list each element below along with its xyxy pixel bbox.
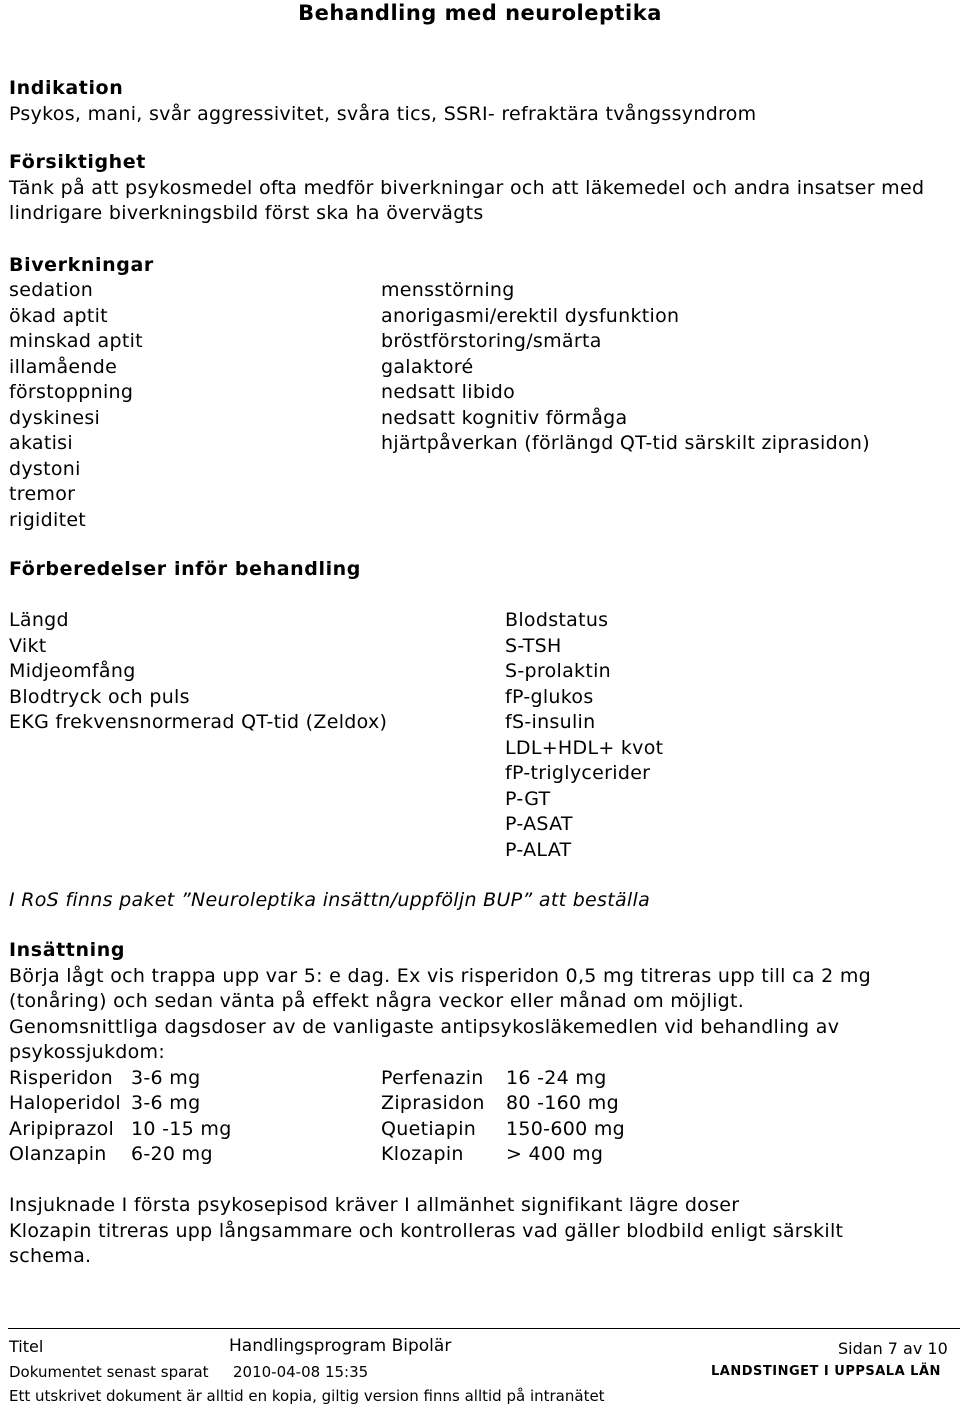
biverkningar-heading: Biverkningar	[9, 254, 154, 276]
footer-saved-date: 2010-04-08 15:35	[233, 1363, 369, 1381]
footer-page-number: Sidan 7 av 10	[838, 1339, 948, 1358]
forberedelser-heading: Förberedelser inför behandling	[9, 558, 362, 580]
insattning-heading: Insättning	[9, 939, 126, 961]
dose-row	[9, 1117, 954, 1143]
dose-value: 16 -24 mg	[506, 1066, 607, 1089]
list-item: fP-triglycerider	[505, 762, 651, 784]
list-item: nedsatt kognitiv förmåga	[381, 406, 628, 429]
list-item: dystoni	[9, 457, 81, 480]
list-item: EKG frekvensnormerad QT-tid (Zeldox)	[9, 711, 388, 733]
footer-divider	[8, 1328, 960, 1329]
section-forsiktighet	[9, 150, 954, 227]
biverkningar-left-list	[9, 278, 143, 533]
insattning-para2: Genomsnittliga dagsdoser av de vanligaste antipsykosläkemedlen vid behandling av psykossjukdom:	[9, 1015, 840, 1063]
dose-name: Perfenazin	[381, 1066, 484, 1089]
dose-name: Ziprasidon	[381, 1092, 485, 1114]
dose-value: 150-600 mg	[506, 1117, 625, 1140]
dose-value: > 400 mg	[506, 1143, 604, 1165]
list-item: P-GT	[505, 787, 551, 810]
forsiktighet-text: Tänk på att psykosmedel ofta medför biverkningar och att läkemedel och andra insatser med lindrigare biverkningsbild först ska ha övervägts	[9, 176, 925, 224]
list-item: Vikt	[9, 634, 47, 657]
list-item: fP-glukos	[505, 685, 594, 708]
list-item: S-prolaktin	[505, 660, 611, 682]
footer-saved-label: Dokumentet senast sparat	[9, 1363, 209, 1381]
list-item: tremor	[9, 483, 76, 505]
section-insattning	[9, 938, 954, 1270]
biverkningar-right-list	[381, 278, 870, 457]
dose-row	[9, 1066, 954, 1092]
insattning-para3: Insjuknade I första psykosepisod kräver I allmänhet signifikant lägre doser	[9, 1194, 740, 1216]
footer-doc-title: Handlingsprogram Bipolär	[229, 1336, 452, 1356]
list-item: akatisi	[9, 432, 73, 454]
list-item: Blodtryck och puls	[9, 685, 190, 708]
list-item: anorigasmi/erektil dysfunktion	[381, 304, 680, 327]
dose-table	[9, 1066, 954, 1168]
dose-name: Aripiprazol	[9, 1117, 115, 1140]
dose-name: Risperidon	[9, 1066, 113, 1089]
dose-value: 3-6 mg	[131, 1066, 201, 1089]
dose-value: 80 -160 mg	[506, 1092, 619, 1114]
list-item: bröstförstoring/smärta	[381, 330, 602, 352]
list-item: S-TSH	[505, 634, 562, 657]
dose-name: Quetiapin	[381, 1117, 477, 1140]
dose-name: Haloperidol	[9, 1092, 121, 1114]
biverkningar-heading-block	[9, 253, 154, 279]
forberedelser-heading-block	[9, 557, 361, 583]
footer-organization: LANDSTINGET I UPPSALA LÄN	[711, 1364, 941, 1379]
footer-titel-label: Titel	[9, 1337, 44, 1356]
list-item: förstoppning	[9, 381, 134, 403]
dose-row	[9, 1091, 954, 1117]
list-item: minskad aptit	[9, 330, 143, 352]
indikation-text: Psykos, mani, svår aggressivitet, svåra tics, SSRI- refraktära tvångssyndrom	[9, 102, 757, 125]
list-item: illamående	[9, 355, 118, 378]
indikation-heading: Indikation	[9, 77, 124, 99]
list-item: dyskinesi	[9, 406, 101, 429]
list-item: Midjeomfång	[9, 660, 136, 682]
forsiktighet-heading: Försiktighet	[9, 151, 146, 173]
forberedelser-right-list	[505, 608, 663, 863]
list-item: P-ASAT	[505, 813, 573, 835]
insattning-para1: Börja lågt och trappa upp var 5: e dag. Ex vis risperidon 0,5 mg titreras upp till ca 2 mg (tonåring) och sedan vänta på effekt några veckor eller månad om möjligt.	[9, 964, 872, 1012]
list-item: ökad aptit	[9, 304, 108, 327]
dose-value: 6-20 mg	[131, 1143, 213, 1165]
dose-value: 3-6 mg	[131, 1092, 201, 1114]
list-item: LDL+HDL+ kvot	[505, 736, 664, 759]
dose-value: 10 -15 mg	[131, 1117, 232, 1140]
dose-name: Olanzapin	[9, 1143, 107, 1165]
list-item: fS-insulin	[505, 711, 596, 733]
section-indikation	[9, 76, 949, 127]
forberedelser-left-list	[9, 608, 387, 736]
list-item: rigiditet	[9, 508, 87, 531]
footer-disclaimer: Ett utskrivet dokument är alltid en kopia, giltig version finns alltid på intranätet	[9, 1387, 605, 1405]
dose-row	[9, 1142, 954, 1168]
list-item: galaktoré	[381, 355, 474, 378]
list-item: sedation	[9, 279, 94, 301]
page-title: Behandling med neuroleptika	[298, 1, 662, 25]
insattning-para4: Klozapin titreras upp långsammare och kontrolleras vad gäller blodbild enligt särskilt schema.	[9, 1219, 844, 1267]
ros-note: I RoS finns paket ”Neuroleptika insättn/uppföljn BUP” att beställa	[9, 889, 651, 911]
list-item: Blodstatus	[505, 609, 609, 631]
list-item: hjärtpåverkan (förlängd QT-tid särskilt ziprasidon)	[381, 432, 870, 454]
list-item: Längd	[9, 609, 69, 631]
list-item: P-ALAT	[505, 838, 572, 861]
list-item: nedsatt libido	[381, 381, 516, 403]
list-item: mensstörning	[381, 279, 515, 301]
dose-name: Klozapin	[381, 1143, 464, 1165]
